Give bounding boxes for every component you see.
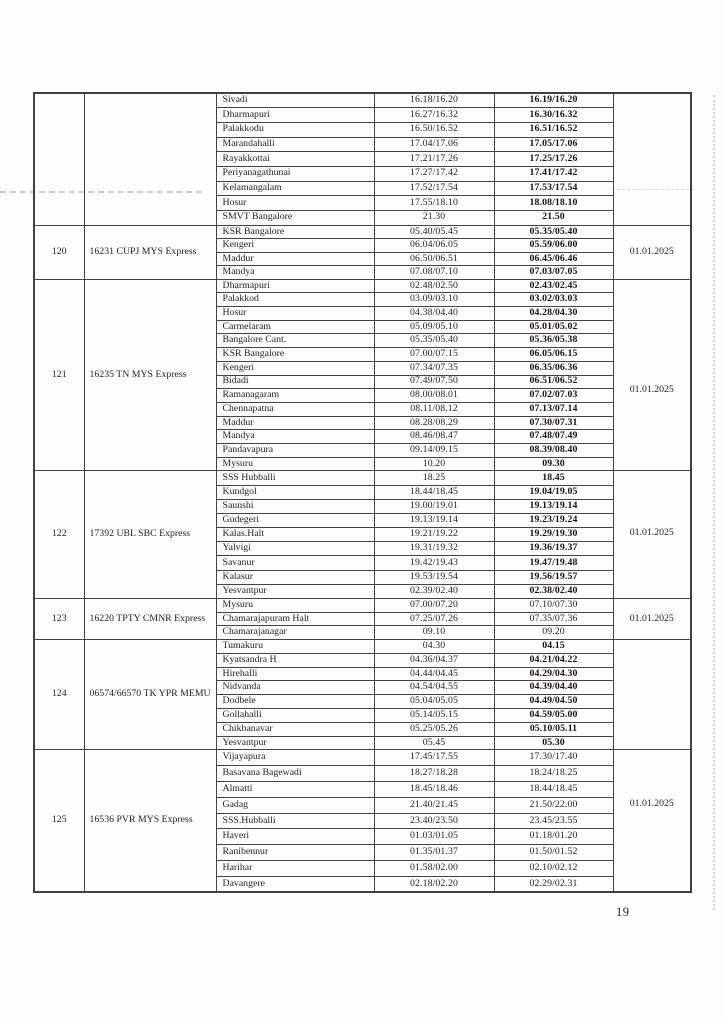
effective-date-cell: 01.01.2025 (613, 750, 691, 892)
revised-time-cell: 04.49/04.50 (494, 695, 613, 709)
timetable-row (34, 599, 691, 613)
station-cell: Hirehalli (216, 667, 374, 681)
station-cell: Gollahalli (216, 709, 374, 723)
train-revised-timings-table (33, 92, 692, 893)
existing-time-cell: 17.45/17.55 (374, 750, 494, 766)
station-cell: KSR Bangalore (216, 348, 374, 362)
revised-time-cell: 02.29/02.31 (494, 876, 613, 892)
train-name-cell: 16536 PVR MYS Express (84, 750, 216, 892)
existing-time-cell: 06.04/06.05 (374, 239, 494, 253)
existing-time-cell: 10.20 (374, 457, 494, 471)
existing-time-cell: 01.03/01.05 (374, 829, 494, 845)
revised-time-cell: 19.04/19.05 (494, 485, 613, 499)
revised-time-cell: 04.15 (494, 640, 613, 654)
station-cell: Almatti (216, 782, 374, 798)
existing-time-cell: 04.44/04.45 (374, 667, 494, 681)
existing-time-cell: 05.25/05.26 (374, 722, 494, 736)
existing-time-cell: 07.25/07.26 (374, 612, 494, 626)
revised-time-cell: 02.43/02.45 (494, 279, 613, 293)
revised-time-cell: 04.21/04.22 (494, 653, 613, 667)
revised-time-cell: 01.18/01.20 (494, 829, 613, 845)
revised-time-cell: 09.30 (494, 457, 613, 471)
station-cell: Rayakkottai (216, 152, 374, 167)
existing-time-cell: 08.11/08.12 (374, 402, 494, 416)
revised-time-cell: 19.23/19.24 (494, 513, 613, 527)
revised-time-cell: 09.20 (494, 626, 613, 640)
existing-time-cell: 18.45/18.46 (374, 782, 494, 798)
existing-time-cell: 03.09/03.10 (374, 293, 494, 307)
existing-time-cell: 19.42/19.43 (374, 556, 494, 570)
revised-time-cell: 05.36/05.38 (494, 334, 613, 348)
station-cell: Mysuru (216, 457, 374, 471)
existing-time-cell: 07.49/07.50 (374, 375, 494, 389)
revised-time-cell: 23.45/23.55 (494, 813, 613, 829)
revised-time-cell: 07.30/07.31 (494, 416, 613, 430)
serial-number-cell: 123 (34, 599, 84, 640)
scan-edge-line (713, 95, 715, 910)
revised-time-cell: 05.10/05.11 (494, 722, 613, 736)
existing-time-cell: 17.52/17.54 (374, 181, 494, 196)
station-cell: Gudegeri (216, 513, 374, 527)
station-cell: Dharmapuri (216, 279, 374, 293)
revised-time-cell: 19.29/19.30 (494, 528, 613, 542)
station-cell: Hosur (216, 307, 374, 321)
station-cell: Palakkod (216, 293, 374, 307)
timetable-row (34, 640, 691, 654)
existing-time-cell: 09.10 (374, 626, 494, 640)
revised-time-cell: 02.10/02.12 (494, 861, 613, 877)
station-cell: Yesvantpur (216, 736, 374, 750)
existing-time-cell: 05.35/05.40 (374, 334, 494, 348)
existing-time-cell: 21.30 (374, 211, 494, 226)
existing-time-cell: 17.04/17.06 (374, 137, 494, 152)
revised-time-cell: 05.01/05.02 (494, 320, 613, 334)
train-name-cell: 16231 CUPJ MYS Express (84, 225, 216, 279)
timetable-row (34, 750, 691, 766)
station-cell: Tumakuru (216, 640, 374, 654)
station-cell: Vijayapura (216, 750, 374, 766)
station-cell: SSS.Hubballi (216, 813, 374, 829)
revised-time-cell: 04.28/04.30 (494, 307, 613, 321)
revised-time-cell: 04.39/04.40 (494, 681, 613, 695)
serial-number-cell: 125 (34, 750, 84, 892)
revised-time-cell: 19.47/19.48 (494, 556, 613, 570)
revised-time-cell: 07.02/07.03 (494, 389, 613, 403)
existing-time-cell: 18.44/18.45 (374, 485, 494, 499)
station-cell: Mandya (216, 430, 374, 444)
train-name-cell (84, 93, 216, 225)
station-cell: Kengeri (216, 361, 374, 375)
revised-time-cell: 08.39/08.40 (494, 443, 613, 457)
station-cell: Yesvantpur (216, 584, 374, 598)
station-cell: Carmelaram (216, 320, 374, 334)
timetable-row (34, 471, 691, 485)
revised-time-cell: 06.45/06.46 (494, 252, 613, 266)
station-cell: Chamarajapuram Halt (216, 612, 374, 626)
revised-time-cell: 17.05/17.06 (494, 137, 613, 152)
revised-time-cell: 18.24/18.25 (494, 766, 613, 782)
station-cell: Kundgol (216, 485, 374, 499)
station-cell: Maddur (216, 252, 374, 266)
station-cell: SMVT Bangalore (216, 211, 374, 226)
station-cell: Kalasur (216, 570, 374, 584)
effective-date-cell (613, 640, 691, 750)
revised-time-cell: 17.53/17.54 (494, 181, 613, 196)
revised-time-cell: 05.59/06.00 (494, 239, 613, 253)
revised-time-cell: 05.35/05.40 (494, 225, 613, 239)
timetable-row (34, 93, 691, 108)
station-cell: Chennapatna (216, 402, 374, 416)
station-cell: Davangere (216, 876, 374, 892)
station-cell: Ranibennur (216, 845, 374, 861)
station-cell: Haveri (216, 829, 374, 845)
existing-time-cell: 07.00/07.15 (374, 348, 494, 362)
station-cell: SSS Hubballi (216, 471, 374, 485)
station-cell: Hosur (216, 196, 374, 211)
existing-time-cell: 17.21/17.26 (374, 152, 494, 167)
existing-time-cell: 07.00/07.20 (374, 599, 494, 613)
serial-number-cell: 122 (34, 471, 84, 599)
revised-time-cell: 17.41/17.42 (494, 166, 613, 181)
existing-time-cell: 04.38/04.40 (374, 307, 494, 321)
existing-time-cell: 05.45 (374, 736, 494, 750)
station-cell: Mandya (216, 266, 374, 280)
revised-time-cell: 07.03/07.05 (494, 266, 613, 280)
effective-date-cell: 01.01.2025 (613, 599, 691, 640)
existing-time-cell: 04.30 (374, 640, 494, 654)
station-cell: Chamarajanagar (216, 626, 374, 640)
existing-time-cell: 23.40/23.50 (374, 813, 494, 829)
station-cell: Savanur (216, 556, 374, 570)
revised-time-cell: 07.10/07.30 (494, 599, 613, 613)
revised-time-cell: 17.30/17.40 (494, 750, 613, 766)
existing-time-cell: 02.18/02.20 (374, 876, 494, 892)
page-number: 19 (616, 905, 630, 919)
existing-time-cell: 06.50/06.51 (374, 252, 494, 266)
station-cell: Basavana Bagewadi (216, 766, 374, 782)
existing-time-cell: 17.27/17.42 (374, 166, 494, 181)
station-cell: Kelamangalam (216, 181, 374, 196)
existing-time-cell: 16.18/16.20 (374, 93, 494, 108)
revised-time-cell: 18.08/18.10 (494, 196, 613, 211)
existing-time-cell: 01.58/02.00 (374, 861, 494, 877)
revised-time-cell: 19.13/19.14 (494, 499, 613, 513)
existing-time-cell: 07.08/07.10 (374, 266, 494, 280)
existing-time-cell: 19.31/19.32 (374, 542, 494, 556)
station-cell: Chikbanavar (216, 722, 374, 736)
revised-time-cell: 21.50/22.00 (494, 797, 613, 813)
existing-time-cell: 04.36/04.37 (374, 653, 494, 667)
revised-time-cell: 01.50/01.52 (494, 845, 613, 861)
serial-number-cell: 121 (34, 279, 84, 471)
train-name-cell: 06574/66570 TK YPR MEMU (84, 640, 216, 750)
existing-time-cell: 04.54/04.55 (374, 681, 494, 695)
station-cell: Harihar (216, 861, 374, 877)
revised-time-cell: 18.45 (494, 471, 613, 485)
station-cell: Kengeri (216, 239, 374, 253)
revised-time-cell: 04.59/05.00 (494, 709, 613, 723)
existing-time-cell: 19.53/19.54 (374, 570, 494, 584)
revised-time-cell: 17.25/17.26 (494, 152, 613, 167)
existing-time-cell: 08.00/08.01 (374, 389, 494, 403)
existing-time-cell: 05.40/05.45 (374, 225, 494, 239)
revised-time-cell: 07.35/07.36 (494, 612, 613, 626)
revised-time-cell: 18.44/18.45 (494, 782, 613, 798)
existing-time-cell: 08.28/08.29 (374, 416, 494, 430)
existing-time-cell: 07.34/07.35 (374, 361, 494, 375)
existing-time-cell: 16.27/16.32 (374, 108, 494, 123)
revised-time-cell: 16.51/16.52 (494, 122, 613, 137)
existing-time-cell: 19.13/19.14 (374, 513, 494, 527)
station-cell: Saunshi (216, 499, 374, 513)
station-cell: Kyatsandra H (216, 653, 374, 667)
station-cell: KSR Bangalore (216, 225, 374, 239)
existing-time-cell: 02.48/02.50 (374, 279, 494, 293)
effective-date-cell (613, 93, 691, 225)
station-cell: Marandahalli (216, 137, 374, 152)
revised-time-cell: 06.51/06.52 (494, 375, 613, 389)
existing-time-cell: 19.21/19.22 (374, 528, 494, 542)
serial-number-cell (34, 93, 84, 225)
existing-time-cell: 05.14/05.15 (374, 709, 494, 723)
existing-time-cell: 09.14/09.15 (374, 443, 494, 457)
existing-time-cell: 05.09/05.10 (374, 320, 494, 334)
serial-number-cell: 124 (34, 640, 84, 750)
station-cell: Periyanagathunai (216, 166, 374, 181)
station-cell: Sivadi (216, 93, 374, 108)
existing-time-cell: 01.35/01.37 (374, 845, 494, 861)
station-cell: Bidadi (216, 375, 374, 389)
train-name-cell: 16235 TN MYS Express (84, 279, 216, 471)
revised-time-cell: 05.30 (494, 736, 613, 750)
station-cell: Yalvigi (216, 542, 374, 556)
train-name-cell: 16220 TPTY CMNR Express (84, 599, 216, 640)
revised-time-cell: 21.50 (494, 211, 613, 226)
station-cell: Palakkodu (216, 122, 374, 137)
train-name-cell: 17392 UBL SBC Express (84, 471, 216, 599)
station-cell: Dodbele (216, 695, 374, 709)
timetable-row (34, 279, 691, 293)
existing-time-cell: 05.04/05.05 (374, 695, 494, 709)
revised-time-cell: 06.05/06.15 (494, 348, 613, 362)
station-cell: Mysuru (216, 599, 374, 613)
revised-time-cell: 07.13/07.14 (494, 402, 613, 416)
existing-time-cell: 16.50/16.52 (374, 122, 494, 137)
existing-time-cell: 18.25 (374, 471, 494, 485)
station-cell: Bangalore Cant. (216, 334, 374, 348)
station-cell: Dharmapuri (216, 108, 374, 123)
existing-time-cell: 21.40/21.45 (374, 797, 494, 813)
existing-time-cell: 17.55/18.10 (374, 196, 494, 211)
station-cell: Kalas.Halt (216, 528, 374, 542)
revised-time-cell: 16.30/16.32 (494, 108, 613, 123)
timetable-row (34, 225, 691, 239)
revised-time-cell: 19.56/19.57 (494, 570, 613, 584)
revised-time-cell: 03.02/03.03 (494, 293, 613, 307)
existing-time-cell: 19.00/19.01 (374, 499, 494, 513)
revised-time-cell: 06.35/06.36 (494, 361, 613, 375)
serial-number-cell: 120 (34, 225, 84, 279)
revised-time-cell: 19.36/19.37 (494, 542, 613, 556)
existing-time-cell: 02.39/02.40 (374, 584, 494, 598)
revised-time-cell: 07.48/07.49 (494, 430, 613, 444)
existing-time-cell: 08.46/08.47 (374, 430, 494, 444)
revised-time-cell: 04.29/04.30 (494, 667, 613, 681)
effective-date-cell: 01.01.2025 (613, 225, 691, 279)
revised-time-cell: 02.38/02.40 (494, 584, 613, 598)
station-cell: Ramanagaram (216, 389, 374, 403)
station-cell: Gadag (216, 797, 374, 813)
effective-date-cell: 01.01.2025 (613, 471, 691, 599)
station-cell: Pandavapura (216, 443, 374, 457)
revised-time-cell: 16.19/16.20 (494, 93, 613, 108)
effective-date-cell: 01.01.2025 (613, 279, 691, 471)
station-cell: Maddur (216, 416, 374, 430)
station-cell: Nidvanda (216, 681, 374, 695)
existing-time-cell: 18.27/18.28 (374, 766, 494, 782)
